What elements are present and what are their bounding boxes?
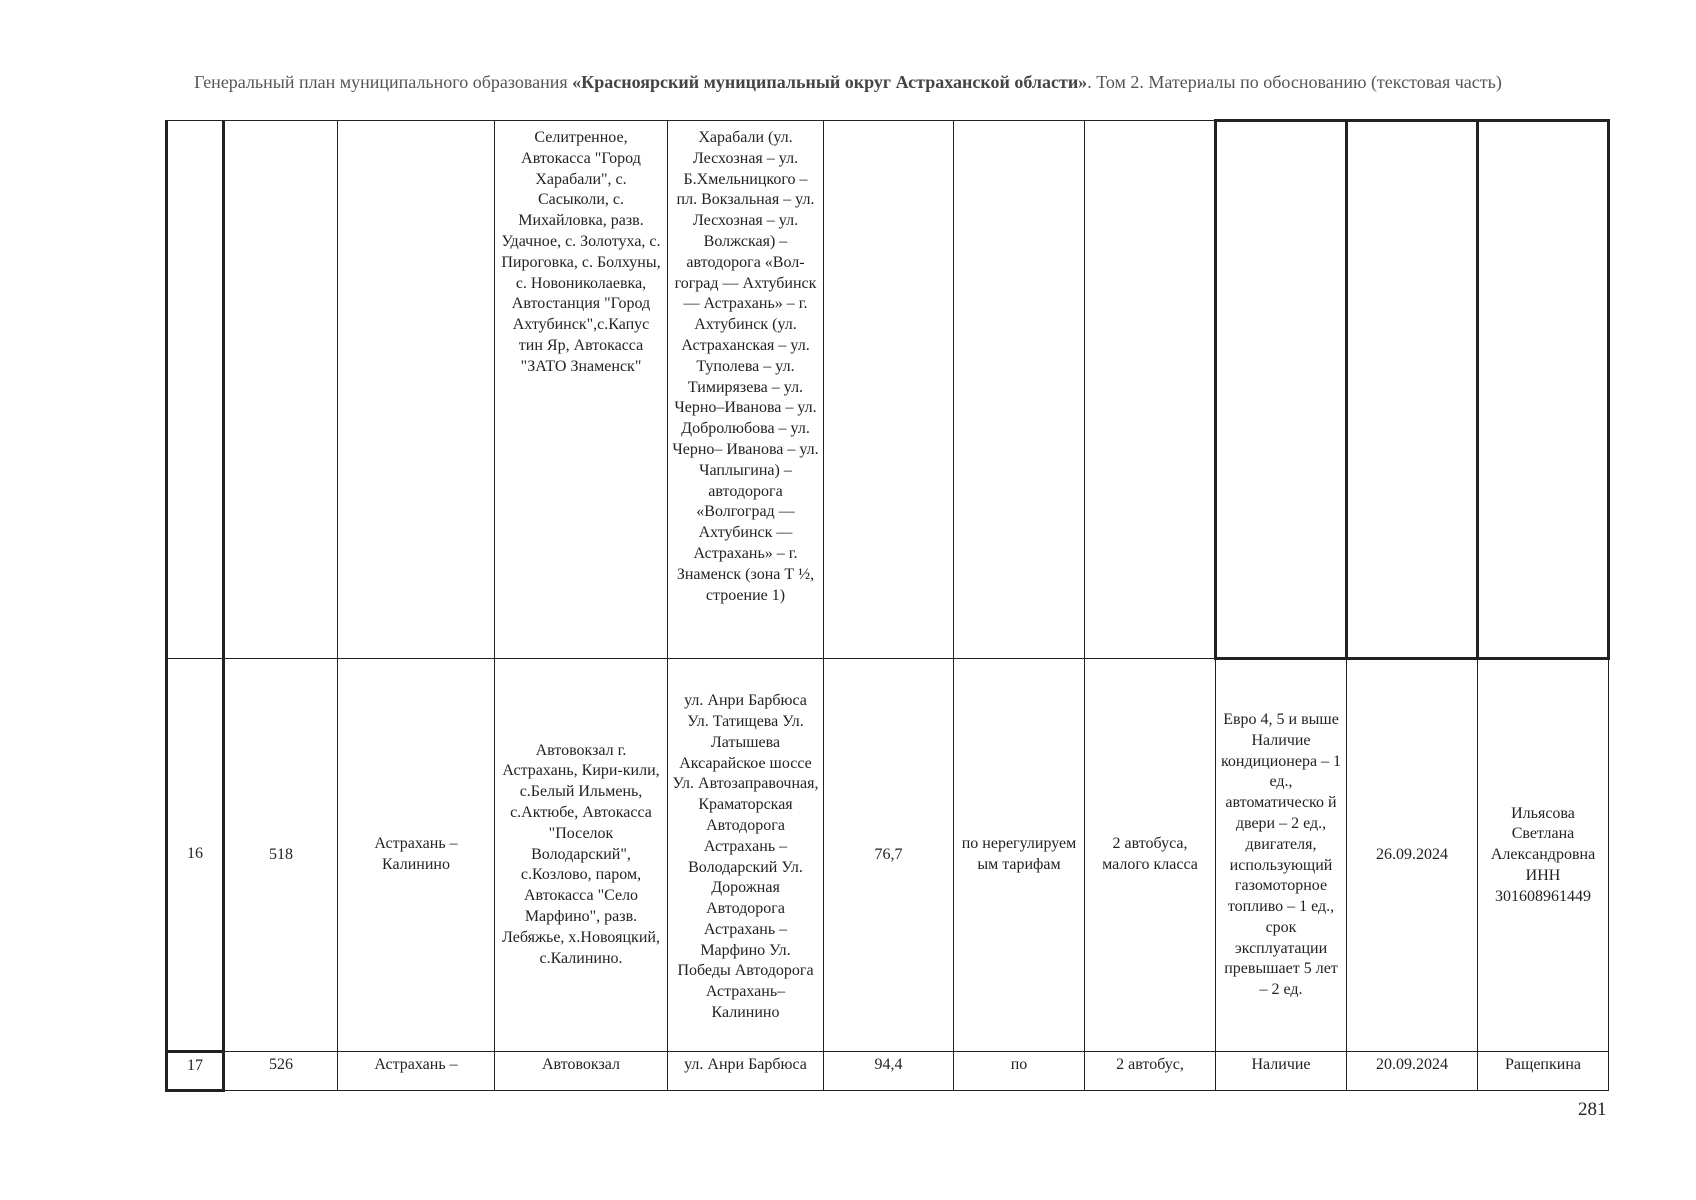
cell-characteristics: Евро 4, 5 и выше Наличие кондиционера – 1 ед., автоматическо й двери – 2 ед., двигателя, использующий газомоторное топливо – 1 ед., срок эксплуатации превышает 5 лет – 2 ед. — [1216, 659, 1347, 1052]
cell-num — [167, 121, 224, 659]
cell-length — [824, 121, 954, 659]
cell-carrier: Ильясова Светлана Александровна ИНН 301608961449 — [1478, 659, 1609, 1052]
cell-date: 26.09.2024 — [1347, 659, 1478, 1052]
page-header — [0, 72, 1696, 93]
cell-buses: 2 автобуса, малого класса — [1085, 659, 1216, 1052]
cell-name: Астрахань – — [338, 1052, 495, 1091]
table-row — [167, 1052, 1609, 1091]
cell-num: 16 — [167, 659, 224, 1052]
cell-route: 518 — [224, 659, 338, 1052]
cell-length: 94,4 — [824, 1052, 954, 1091]
header-prefix: Генеральный план муниципального образования — [194, 72, 573, 92]
cell-streets: ул. Анри Барбюса — [668, 1052, 824, 1091]
cell-tariff: по — [954, 1052, 1085, 1091]
cell-date: 20.09.2024 — [1347, 1052, 1478, 1091]
cell-buses: 2 автобус, — [1085, 1052, 1216, 1091]
cell-stops: Автовокзал г. Астрахань, Кири-кили, с.Белый Ильмень, с.Актюбе, Автокасса "Поселок Володарский", с.Козлово, паром, Автокасса "Село Марфино", разв. Лебяжье, х.Новояцкий, с.Калинино. — [495, 659, 668, 1052]
cell-tariff: по нерегулируем ым тарифам — [954, 659, 1085, 1052]
cell-name — [338, 121, 495, 659]
cell-stops: Автовокзал — [495, 1052, 668, 1091]
cell-length: 76,7 — [824, 659, 954, 1052]
cell-carrier: Ращепкина — [1478, 1052, 1609, 1091]
cell-carrier — [1478, 121, 1609, 659]
cell-tariff — [954, 121, 1085, 659]
header-suffix: . Том 2. Материалы по обоснованию (текстовая часть) — [1087, 72, 1502, 92]
page-number: 281 — [1578, 1099, 1607, 1120]
table-row — [167, 121, 1609, 659]
cell-stops: Селитренное, Автокасса "Город Харабали", с. Сасыколи, с. Михайловка, разв. Удачное, с. Золотуха, с. Пироговка, с. Болхуны, с. Новониколаевка, Автостанция "Город Ахтубинск",с.Капус тин Яр, Автокасса "ЗАТО Знаменск" — [495, 121, 668, 659]
cell-characteristics: Наличие — [1216, 1052, 1347, 1091]
cell-route: 526 — [224, 1052, 338, 1091]
cell-date — [1347, 121, 1478, 659]
routes-table — [165, 119, 1610, 1092]
cell-buses — [1085, 121, 1216, 659]
cell-streets: Харабали (ул. Лесхозная – ул. Б.Хмельницкого – пл. Вокзальная – ул. Лесхозная – ул. Волжская) – автодорога «Вол-гоград — Ахтубинск — Астрахань» – г. Ахтубинск (ул. Астраханская – ул. Туполева – ул. Тимирязева – ул. Черно–Иванова – ул. Добролюбова – ул. Черно– Иванова – ул. Чаплыгина) – автодорога «Волгоград — Ахтубинск — Астрахань» – г. Знаменск (зона Т ½, строение 1) — [668, 121, 824, 659]
table-row — [167, 659, 1609, 1052]
cell-num: 17 — [167, 1052, 224, 1091]
cell-streets: ул. Анри Барбюса Ул. Татищева Ул. Латышева Аксарайское шоссе Ул. Автозаправочная, Краматорская Автодорога Астрахань – Володарский Ул. Дорожная Автодорога Астрахань – Марфино Ул. Победы Автодорога Астрахань– Калинино — [668, 659, 824, 1052]
cell-route — [224, 121, 338, 659]
header-name: «Красноярский муниципальный округ Астраханской области» — [572, 72, 1088, 92]
cell-characteristics — [1216, 121, 1347, 659]
cell-name: Астрахань – Калинино — [338, 659, 495, 1052]
